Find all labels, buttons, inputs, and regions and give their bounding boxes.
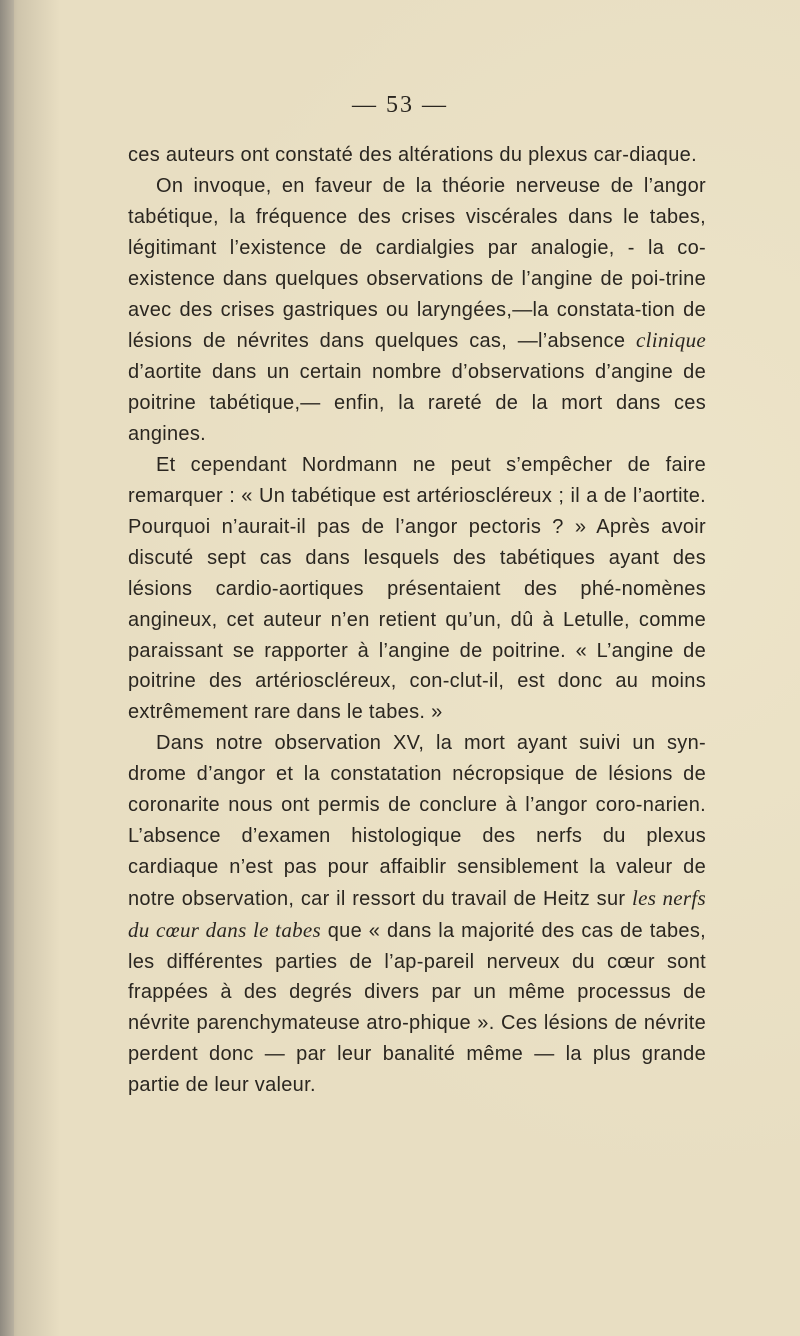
- paragraph-observation: [128, 728, 706, 1101]
- body-text: [128, 140, 706, 1101]
- page-number: — 53 —: [352, 92, 448, 118]
- paragraph-observation-text-end: que « dans la majorité des cas de tabes, les différentes parties de l’ap-pareil nerveux du cœur sont frappées à des degrés divers par un même processus de névrite parenchymateuse atro-phique ». Ces lésions de névrite perdent donc — par leur banalité même — la plus grande partie de leur valeur.: [128, 919, 706, 1097]
- paragraph-continuation: ces auteurs ont constaté des altérations du plexus car-diaque.: [128, 144, 697, 166]
- italic-title: les nerfs du cœur dans le tabes: [128, 885, 706, 942]
- paragraph-observation-text: Dans notre observation XV, la mort ayant suivi un syn-drome d’angor et la constatation nécropsique de lésions de coronarite nous ont permis de conclure à l’angor coro-narien. L’absence d’examen histologique des nerfs du plexus cardiaque n’est pas pour affaiblir sensiblement la valeur de notre observation, car il ressort du travail de Heitz sur: [128, 732, 706, 910]
- book-spine-shadow: [0, 0, 14, 1336]
- paragraph-theory: [128, 171, 706, 450]
- italic-clinique: clinique: [635, 328, 706, 353]
- paragraph-nordmann: Et cependant Nordmann ne peut s’empêcher de faire remarquer : « Un tabétique est artérioscléreux ; il a de l’aortite. Pourquoi n’aurait-il pas de l’angor pectoris ? » Après avoir discuté sept cas dans lesquels des tabétiques ayant des lésions cardio-aortiques présentaient des phé-nomènes angineux, cet auteur n’en retient qu’un, dû à Letulle, comme paraissant se rapporter à l’angine de poitrine. « L’angine de poitrine des artérioscléreux, con-clut-il, est donc au moins extrêmement rare dans le tabes. »: [128, 454, 706, 724]
- paragraph-theory-text-end: d’aortite dans un certain nombre d’observations d’angine de poitrine tabétique,— enfin, la rareté de la mort dans ces angines.: [128, 361, 706, 446]
- paragraph-theory-text: On invoque, en faveur de la théorie nerveuse de l’angor tabétique, la fréquence des crises viscérales dans le tabes, légitimant l’existence de cardialgies par analogie, - la co-existence dans quelques observations de l’angine de poi-trine avec des crises gastriques ou laryngées,—la constata-tion de lésions de névrites dans quelques cas, —l’absence: [128, 174, 706, 353]
